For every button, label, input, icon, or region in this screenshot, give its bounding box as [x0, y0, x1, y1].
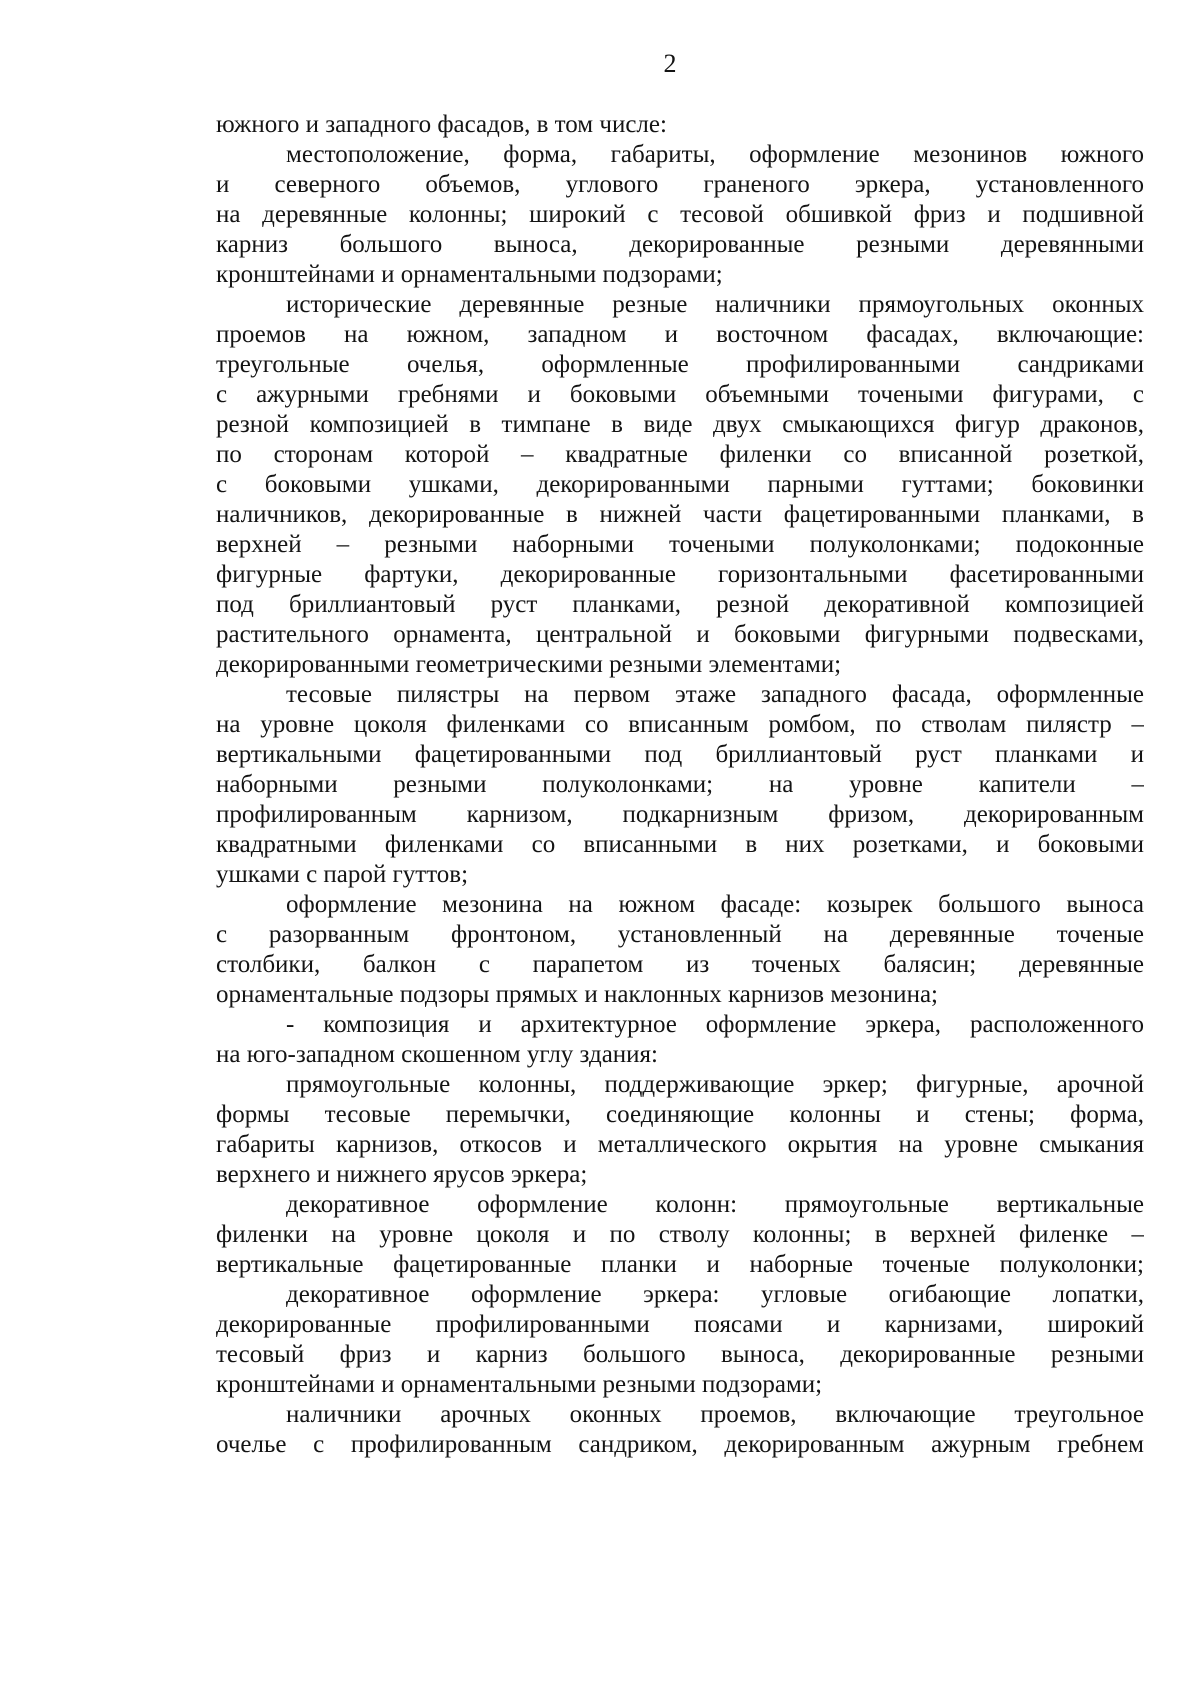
text-line: тесовый фриз и карниз большого выноса, декорированные резными — [216, 1341, 1144, 1368]
text-line: по сторонам которой – квадратные филенки со вписанной розеткой, — [216, 441, 1144, 468]
text-line: фигурные фартуки, декорированные горизонтальными фасетированными — [216, 561, 1144, 588]
text-line: оформление мезонина на южном фасаде: козырек большого выноса — [286, 891, 1144, 918]
text-line: треугольные очелья, оформленные профилированными сандриками — [216, 351, 1144, 378]
text-line: и северного объемов, углового граненого эркера, установленного — [216, 171, 1144, 198]
text-line: орнаментальные подзоры прямых и наклонных карнизов мезонина; — [216, 981, 938, 1008]
text-line: резной композицией в тимпане в виде двух смыкающихся фигур драконов, — [216, 411, 1144, 438]
text-line: растительного орнамента, центральной и боковыми фигурными подвесками, — [216, 621, 1144, 648]
text-line: вертикальными фацетированными под бриллиантовый руст планками и — [216, 741, 1144, 768]
text-line: верхней – резными наборными точеными полуколонками; подоконные — [216, 531, 1144, 558]
text-line: профилированным карнизом, подкарнизным фризом, декорированным — [216, 801, 1144, 828]
text-line: формы тесовые перемычки, соединяющие колонны и стены; форма, — [216, 1101, 1144, 1128]
text-line: кронштейнами и орнаментальными резными подзорами; — [216, 1371, 823, 1398]
text-line: карниз большого выноса, декорированные резными деревянными — [216, 231, 1144, 258]
text-line: с боковыми ушками, декорированными парными гуттами; боковинки — [216, 471, 1144, 498]
text-line: с ажурными гребнями и боковыми объемными точеными фигурами, с — [216, 381, 1144, 408]
text-line: очелье с профилированным сандриком, декорированным ажурным гребнем — [216, 1431, 1144, 1458]
text-line: под бриллиантовый руст планками, резной декоративной композицией — [216, 591, 1144, 618]
text-line: квадратными филенками со вписанными в них розетками, и боковыми — [216, 831, 1144, 858]
text-line: южного и западного фасадов, в том числе: — [216, 111, 667, 138]
text-line: столбики, балкон с парапетом из точеных балясин; деревянные — [216, 951, 1144, 978]
text-line: исторические деревянные резные наличники прямоугольных оконных — [286, 291, 1144, 318]
text-line: на деревянные колонны; широкий с тесовой обшивкой фриз и подшивной — [216, 201, 1144, 228]
text-line: - композиция и архитектурное оформление эркера, расположенного — [286, 1011, 1144, 1038]
text-line: вертикальные фацетированные планки и наборные точеные полуколонки; — [216, 1251, 1144, 1278]
text-line: наборными резными полуколонками; на уровне капители – — [216, 771, 1144, 798]
text-line: тесовые пилястры на первом этаже западного фасада, оформленные — [286, 681, 1144, 708]
text-line: на уровне цоколя филенками со вписанным ромбом, по стволам пилястр – — [216, 711, 1144, 738]
text-line: кронштейнами и орнаментальными подзорами; — [216, 261, 723, 288]
text-line: проемов на южном, западном и восточном фасадах, включающие: — [216, 321, 1144, 348]
text-line: ушками с парой гуттов; — [216, 861, 469, 888]
text-line: декорированные профилированными поясами и карнизами, широкий — [216, 1311, 1144, 1338]
text-line: на юго-западном скошенном углу здания: — [216, 1041, 658, 1068]
page-number: 2 — [663, 49, 677, 78]
text-line: декоративное оформление эркера: угловые огибающие лопатки, — [286, 1281, 1144, 1308]
text-line: наличники арочных оконных проемов, включающие треугольное — [286, 1401, 1144, 1428]
text-line: местоположение, форма, габариты, оформление мезонинов южного — [286, 141, 1144, 168]
text-line: с разорванным фронтоном, установленный на деревянные точеные — [216, 921, 1144, 948]
text-line: наличников, декорированные в нижней части фацетированными планками, в — [216, 501, 1144, 528]
text-line: прямоугольные колонны, поддерживающие эркер; фигурные, арочной — [286, 1071, 1144, 1098]
text-line: габариты карнизов, откосов и металлического окрытия на уровне смыкания — [216, 1131, 1144, 1158]
text-line: верхнего и нижнего ярусов эркера; — [216, 1161, 588, 1188]
text-line: декорированными геометрическими резными элементами; — [216, 651, 842, 678]
text-line: декоративное оформление колонн: прямоугольные вертикальные — [286, 1191, 1144, 1218]
text-line: филенки на уровне цоколя и по стволу колонны; в верхней филенке – — [216, 1221, 1144, 1248]
